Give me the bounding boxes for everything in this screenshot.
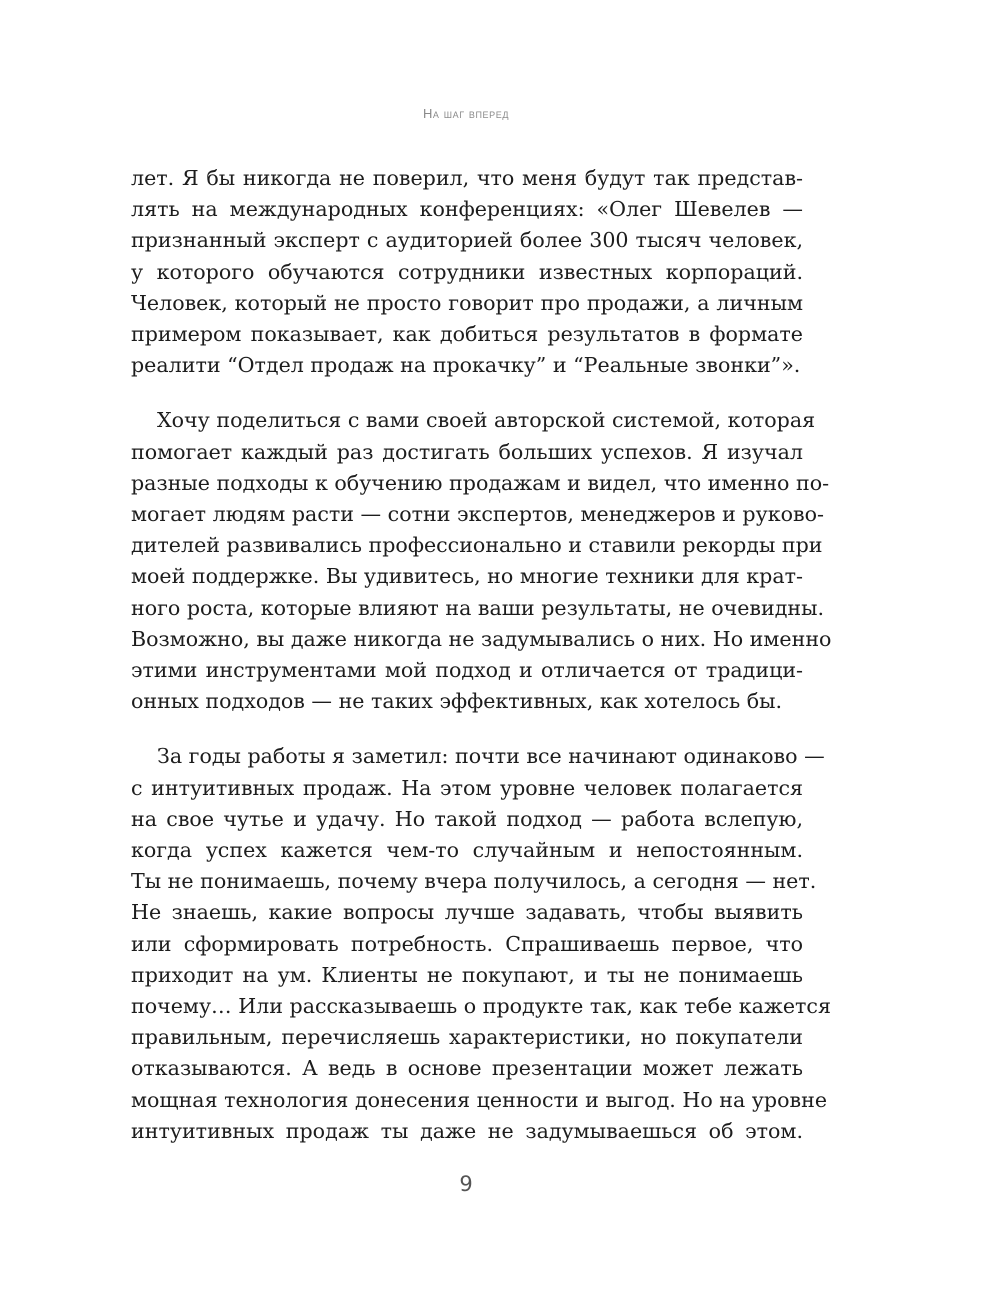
text-line: отказываются. А ведь в основе презентации может лежать (131, 1056, 803, 1081)
text-line: Не знаешь, какие вопросы лучше задавать, чтобы выявить (131, 900, 803, 925)
text-line: правильным, перечисляешь характеристики, но покупатели (131, 1025, 803, 1050)
body-text (131, 163, 832, 1171)
text-line: лять на международных конференциях: «Олег Шевелев — (131, 197, 803, 222)
running-head: На шаг вперед (422, 106, 510, 121)
text-line: у которого обучаются сотрудники известных корпораций. (131, 259, 803, 284)
text-line: реалити “Отдел продаж на прокачку” и “Реальные звонки”». (131, 353, 801, 378)
text-line: Ты не понимаешь, почему вчера получилось, а сегодня — нет. (131, 869, 817, 894)
text-line: когда успех кажется чем-то случайным и непостоянным. (131, 838, 803, 863)
text-line: Хочу поделиться с вами своей авторской системой, которая (157, 408, 816, 433)
text-line: лет. Я бы никогда не поверил, что меня будут так представ- (131, 166, 803, 190)
text-line: признанный эксперт с аудиторией более 300 тысяч человек, (131, 228, 803, 253)
text-line: помогает каждый раз достигать больших успехов. Я изучал (131, 439, 803, 464)
text-line: этими инструментами мой подход и отличается от традици- (131, 658, 803, 683)
text-line: приходит на ум. Клиенты не покупают, и ты не понимаешь (131, 962, 803, 987)
text-line: дителей развивались профессионально и ставили рекорды при (131, 533, 823, 558)
text-line: За годы работы я заметил: почти все начинают одинаково — (157, 744, 825, 769)
text-line: ного роста, которые влияют на ваши результаты, не очевидны. (131, 595, 825, 620)
text-line: Возможно, вы даже никогда не задумывались о них. Но именно (131, 626, 832, 651)
paragraph (131, 163, 803, 381)
text-line: разные подходы к обучению продажам и видел, что именно по- (131, 470, 830, 495)
text-line: с интуитивных продаж. На этом уровне человек полагается (131, 775, 803, 800)
text-line: онных подходов — не таких эффективных, как хотелось бы. (131, 689, 783, 714)
paragraph (131, 405, 832, 717)
text-line: или сформировать потребность. Спрашиваешь первое, что (131, 931, 803, 956)
text-line: могает людям расти — сотни экспертов, менеджеров и руково- (131, 502, 824, 527)
text-line: почему… Или рассказываешь о продукте так, как тебе кажется (131, 994, 831, 1019)
paragraph (131, 741, 831, 1147)
text-line: на свое чутье и удачу. Но такой подход — работа вслепую, (131, 806, 803, 831)
text-line: Человек, который не просто говорит про продажи, а личным (131, 290, 803, 315)
text-line: интуитивных продаж ты даже не задумываешься об этом. (131, 1118, 803, 1143)
page-number: 9 (459, 1172, 473, 1196)
text-line: примером показывает, как добиться результатов в формате (131, 322, 803, 347)
text-line: мощная технология донесения ценности и выгод. Но на уровне (131, 1087, 828, 1112)
text-line: моей поддержке. Вы удивитесь, но многие техники для крат- (131, 564, 803, 589)
